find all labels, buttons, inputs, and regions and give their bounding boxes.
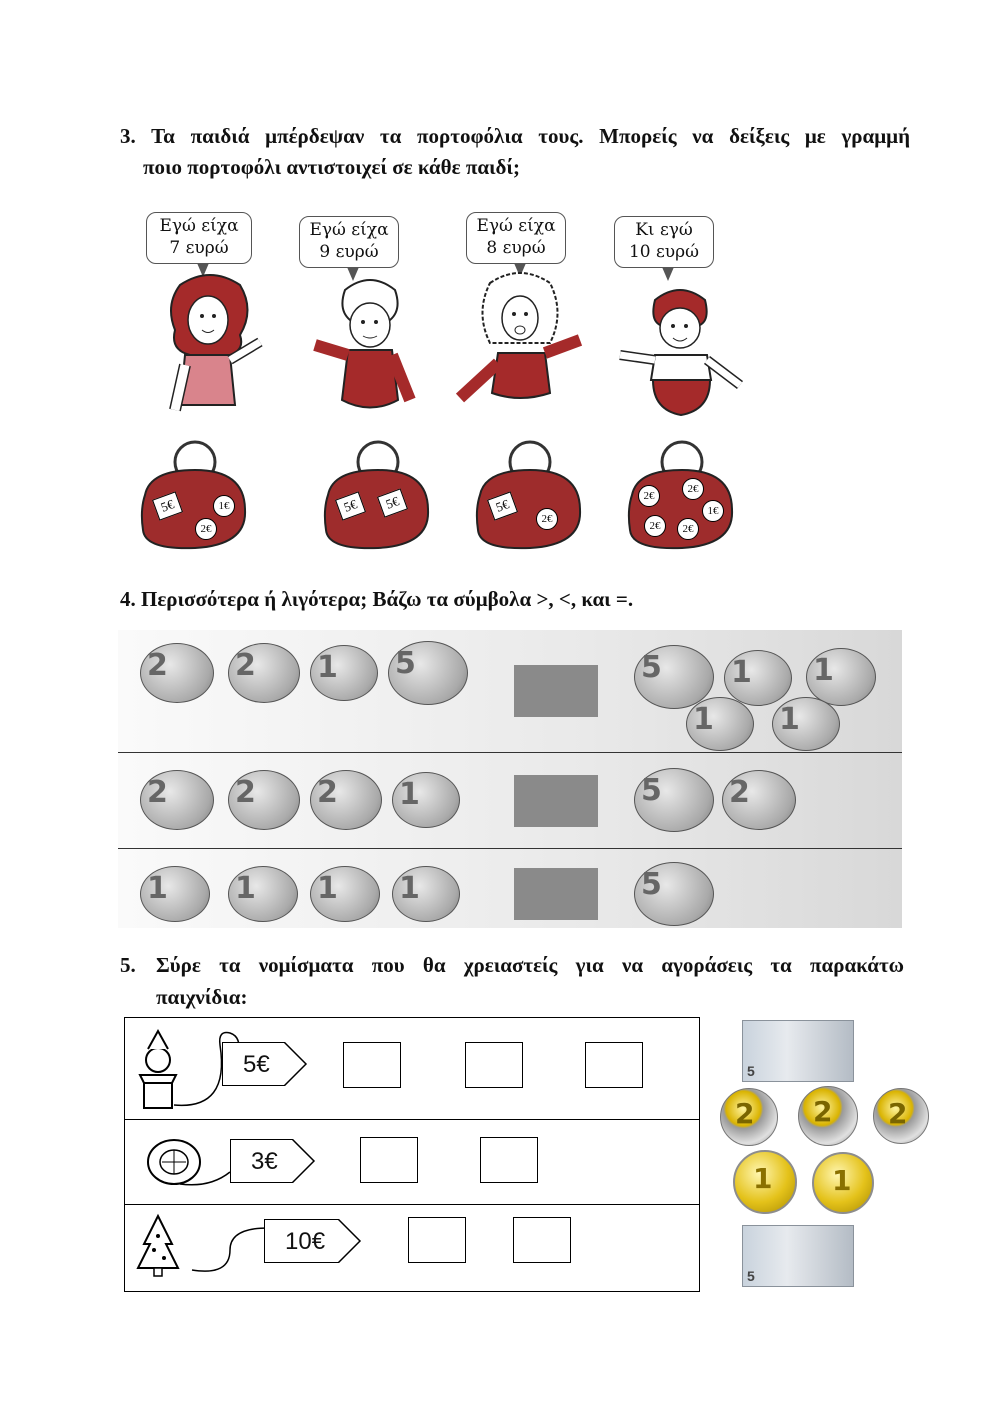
row2-symbol-dropzone[interactable] bbox=[514, 775, 598, 827]
speech-bubble-1 bbox=[146, 212, 252, 264]
row-divider-1 bbox=[118, 752, 902, 753]
row1-left-coin-3 bbox=[310, 645, 378, 701]
bubble-4-line1: Κι εγώ bbox=[635, 220, 693, 240]
coin-4-value: 1 bbox=[753, 1162, 773, 1195]
purse-4-coin-4: 2€ bbox=[677, 518, 699, 540]
row1-right-coin-1 bbox=[634, 645, 714, 709]
coin-1-value: 2 bbox=[735, 1097, 755, 1130]
row2-left-coin-3 bbox=[310, 770, 382, 830]
bubble-2-line1: Εγώ είχα bbox=[309, 220, 389, 240]
row1-left-coin-4 bbox=[388, 641, 468, 705]
price-tag-1 bbox=[222, 1042, 284, 1086]
drop-box-2-2[interactable] bbox=[480, 1137, 538, 1183]
row1-right-coin-4 bbox=[686, 697, 754, 751]
row3-right-coin-1 bbox=[634, 862, 714, 926]
row2-right-coin-2 bbox=[722, 770, 796, 830]
purse-4-coin-5: 1€ bbox=[702, 500, 724, 522]
q5-title-line2: παιχνίδια: bbox=[156, 985, 248, 1009]
drop-box-2-1[interactable] bbox=[360, 1137, 418, 1183]
child-4-illustration bbox=[615, 280, 755, 420]
coin-value: 2 bbox=[235, 775, 256, 810]
bubble-3-line2: 8 ευρώ bbox=[486, 238, 546, 258]
coin-value: 5 bbox=[641, 773, 662, 808]
drop-box-1-2[interactable] bbox=[465, 1042, 523, 1088]
banknote-1-value: 5 bbox=[747, 1063, 755, 1079]
q4-title: 4. Περισσότερα ή λιγότερα; Βάζω τα σύμβολα >, <, και =. bbox=[120, 587, 634, 611]
price-tag-3 bbox=[264, 1219, 338, 1263]
drop-box-3-2[interactable] bbox=[513, 1217, 571, 1263]
row-divider-2 bbox=[118, 848, 902, 849]
one-euro-coin-1[interactable] bbox=[733, 1150, 797, 1214]
coin-value: 2 bbox=[147, 775, 168, 810]
coin-2-value: 2 bbox=[813, 1095, 833, 1128]
row3-left-coin-3 bbox=[310, 866, 380, 922]
five-euro-banknote-1[interactable] bbox=[742, 1020, 854, 1082]
bubble-3-line1: Εγώ είχα bbox=[476, 216, 556, 236]
price-tag-2-label: 3€ bbox=[251, 1148, 278, 1175]
coin-value: 2 bbox=[235, 648, 256, 683]
purse-1-coin-2: 2€ bbox=[195, 518, 217, 540]
coin-value: 2 bbox=[147, 648, 168, 683]
row3-left-coin-4 bbox=[392, 866, 460, 922]
row3-left-coin-2 bbox=[228, 866, 298, 922]
coin-value: 2 bbox=[729, 775, 750, 810]
bubble-4-line2: 10 ευρώ bbox=[628, 242, 700, 262]
q3-title-line1: 3. Τα παιδιά μπέρδεψαν τα πορτοφόλια τους. Μπορείς να δείξεις με γραμμή bbox=[120, 124, 910, 148]
price-tag-2 bbox=[230, 1139, 292, 1183]
coin-value: 2 bbox=[317, 775, 338, 810]
row3-left-coin-1 bbox=[140, 866, 210, 922]
coin-value: 1 bbox=[693, 702, 714, 737]
two-euro-coin-1[interactable] bbox=[720, 1088, 778, 1146]
coin-value: 1 bbox=[399, 777, 420, 812]
two-euro-coin-2[interactable] bbox=[798, 1086, 858, 1146]
coin-value: 5 bbox=[641, 650, 662, 685]
coin-value: 5 bbox=[641, 867, 662, 902]
row1-right-coin-3 bbox=[806, 648, 876, 706]
purse-1-coin-1: 1€ bbox=[213, 495, 235, 517]
purse-2 bbox=[318, 440, 433, 550]
row1-right-coin-5 bbox=[772, 697, 840, 751]
row1-right-coin-2 bbox=[724, 650, 792, 706]
purse-3-note-1: 5€ bbox=[487, 491, 518, 520]
purse-2-note-2: 5€ bbox=[377, 488, 408, 517]
row2-left-coin-2 bbox=[228, 770, 300, 830]
bubble-1-line2: 7 ευρώ bbox=[169, 238, 229, 258]
purse-2-note-1: 5€ bbox=[335, 491, 366, 520]
row2-right-coin-1 bbox=[634, 768, 714, 832]
bubble-1-line1: Εγώ είχα bbox=[159, 216, 239, 236]
coin-value: 1 bbox=[731, 655, 752, 690]
bubble-2-line2: 9 ευρώ bbox=[319, 242, 379, 262]
coin-5-value: 1 bbox=[832, 1164, 852, 1197]
purse-3 bbox=[470, 440, 585, 550]
row3-symbol-dropzone[interactable] bbox=[514, 868, 598, 920]
purse-4-coin-1: 2€ bbox=[638, 485, 660, 507]
drop-box-1-1[interactable] bbox=[343, 1042, 401, 1088]
price-tag-1-label: 5€ bbox=[243, 1051, 270, 1078]
five-euro-banknote-2[interactable] bbox=[742, 1225, 854, 1287]
drop-box-3-1[interactable] bbox=[408, 1217, 466, 1263]
coin-value: 1 bbox=[235, 871, 256, 906]
purse-1-note-1: 5€ bbox=[152, 491, 183, 520]
purse-4-coin-3: 2€ bbox=[644, 515, 666, 537]
purse-4-coin-2: 2€ bbox=[682, 478, 704, 500]
coin-value: 1 bbox=[147, 871, 168, 906]
coin-value: 1 bbox=[317, 650, 338, 685]
coin-value: 5 bbox=[395, 646, 416, 681]
speech-bubble-3 bbox=[466, 212, 566, 264]
purse-3-coin-1: 2€ bbox=[536, 508, 558, 530]
row2-left-coin-1 bbox=[140, 770, 214, 830]
child-2-illustration bbox=[310, 270, 420, 420]
speech-bubble-2 bbox=[299, 216, 399, 268]
child-1-illustration bbox=[150, 270, 265, 425]
row1-left-coin-2 bbox=[228, 643, 300, 703]
q5-title-line1: Σύρε τα νομίσματα που θα χρειαστείς για να αγοράσεις τα παρακάτω bbox=[156, 953, 904, 977]
christmas-tree-icon bbox=[130, 1210, 275, 1280]
purse-4 bbox=[622, 440, 737, 550]
row2-left-coin-4 bbox=[392, 772, 460, 828]
coin-value: 1 bbox=[317, 871, 338, 906]
row1-symbol-dropzone[interactable] bbox=[514, 665, 598, 717]
row1-left-coin-1 bbox=[140, 643, 214, 703]
coin-value: 1 bbox=[779, 702, 800, 737]
coin-value: 1 bbox=[813, 653, 834, 688]
child-3-illustration bbox=[450, 268, 590, 418]
speech-bubble-4 bbox=[614, 216, 714, 268]
purse-1 bbox=[135, 440, 250, 550]
two-euro-coin-3[interactable] bbox=[873, 1088, 929, 1144]
banknote-2-value: 5 bbox=[747, 1268, 755, 1284]
coin-3-value: 2 bbox=[888, 1097, 908, 1130]
drop-box-1-3[interactable] bbox=[585, 1042, 643, 1088]
coin-value: 1 bbox=[399, 871, 420, 906]
price-tag-3-label: 10€ bbox=[285, 1228, 326, 1255]
q5-number: 5. bbox=[120, 953, 136, 977]
one-euro-coin-2[interactable] bbox=[812, 1152, 874, 1214]
q3-title-line2: ποιο πορτοφόλι αντιστοιχεί σε κάθε παιδί; bbox=[143, 155, 520, 179]
